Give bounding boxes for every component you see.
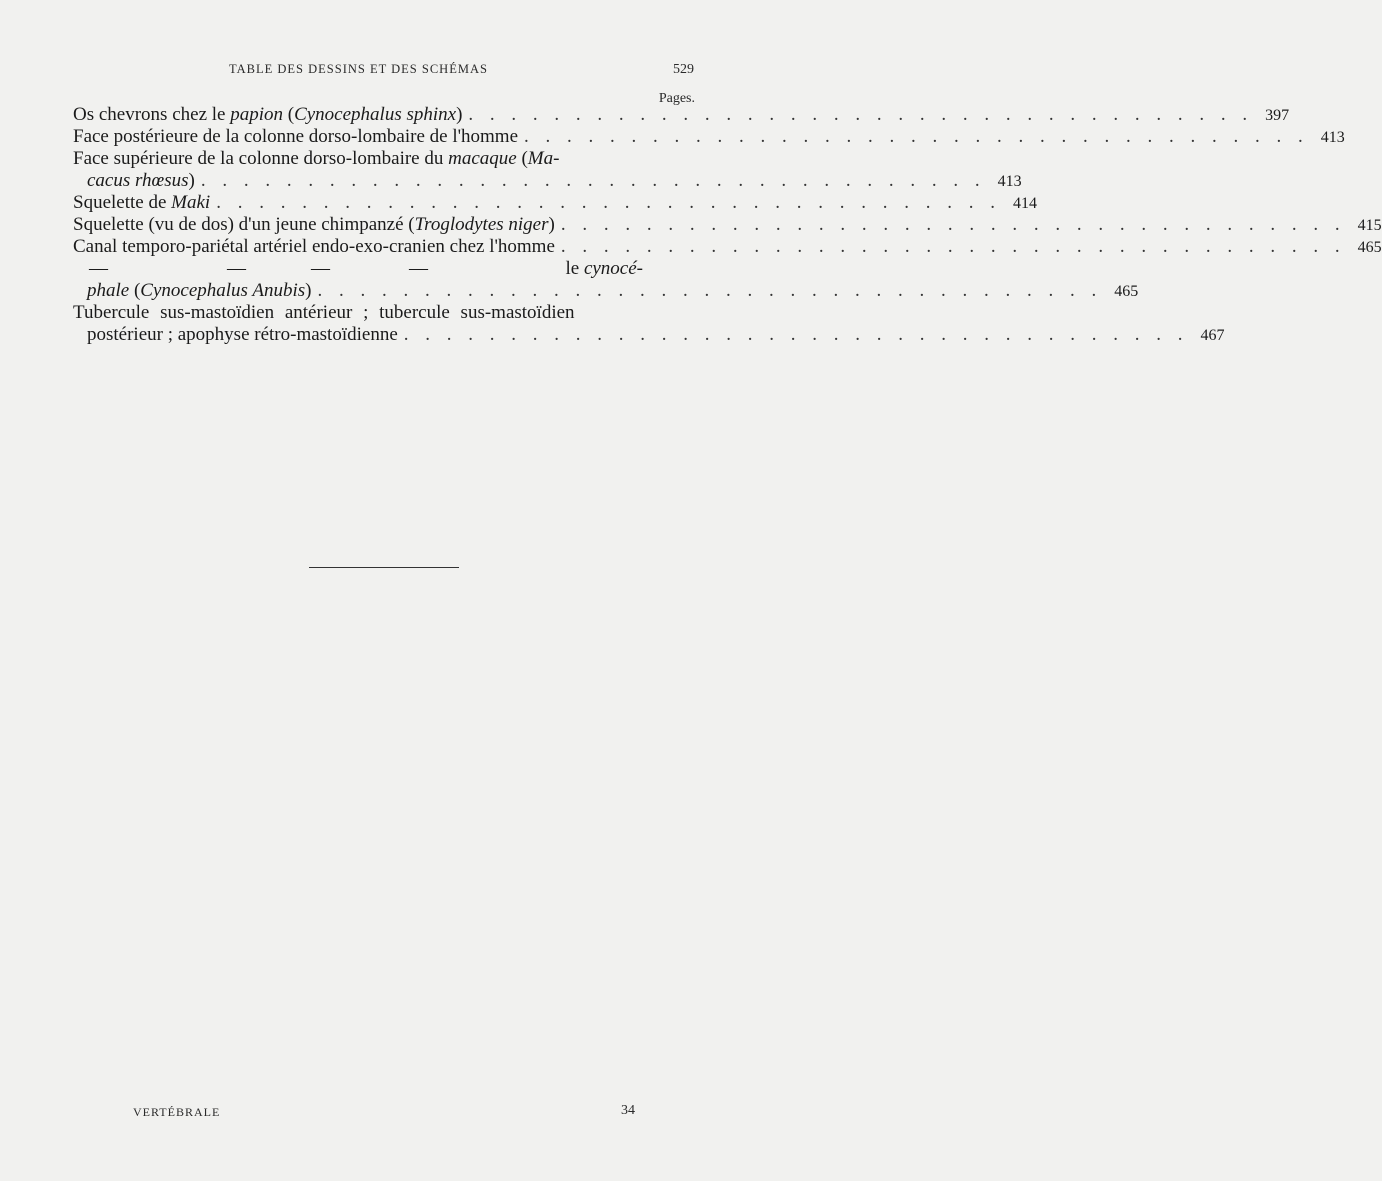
toc-entry-title: Squelette (vu de dos) d'un jeune chimpanzé (Troglodytes niger) (73, 214, 555, 235)
page-number: 529 (673, 62, 694, 77)
toc-entry-continuation (73, 324, 1225, 346)
toc-entry-page: 397 (1265, 107, 1290, 124)
pages-column-label: Pages. (658, 91, 695, 106)
toc-entry (73, 104, 1290, 126)
toc-entry (73, 236, 1382, 258)
toc-entry (73, 214, 1382, 236)
toc-entry-page: 415 (1357, 217, 1382, 234)
toc-entry-title: Face supérieure de la colonne dorso-lombaire du macaque (Ma- (73, 148, 560, 169)
toc-entry-page: 467 (1200, 327, 1225, 344)
toc-entry-title: phale (Cynocephalus Anubis) (87, 280, 312, 301)
toc-entry-ditto (73, 258, 695, 280)
toc-entry-title: le cynocé- (565, 258, 643, 279)
dot-leader: . . . . . . . . . . . . . . . . . . . . . . . . . . . . . . . . . . . . . (524, 126, 1309, 147)
toc-entry-page: 465 (1357, 239, 1382, 256)
dot-leader: . . . . . . . . . . . . . . . . . . . . . . . . . . . . . . . . . . . . . (468, 104, 1254, 125)
toc-entry-title: cacus rhœsus) (87, 170, 195, 191)
ditto-dash: — (89, 258, 108, 279)
toc-entry-continuation (73, 280, 1139, 302)
ditto-dash: — (311, 258, 330, 279)
running-title: TABLE DES DESSINS ET DES SCHÉMAS (229, 62, 488, 76)
toc-entry-title: Tubercule sus-mastoïdien antérieur ; tubercule sus-mastoïdien (73, 302, 575, 323)
toc-entry-title: Os chevrons chez le papion (Cynocephalus sphinx) (73, 104, 463, 125)
dot-leader: . . . . . . . . . . . . . . . . . . . . . . . . . . . . . . . . . . . . . (216, 192, 1001, 213)
dot-leader: . . . . . . . . . . . . . . . . . . . . . . . . . . . . . . . . . . . . . (560, 214, 1346, 235)
toc-entry-title: Canal temporo-pariétal artériel endo-exo-cranien chez l'homme (73, 236, 555, 257)
toc-entry (73, 126, 1345, 148)
dot-leader: . . . . . . . . . . . . . . . . . . . . . . . . . . . . . . . . . . . . . (200, 170, 986, 191)
dot-leader: . . . . . . . . . . . . . . . . . . . . . . . . . . . . . . . . . . . . . (403, 324, 1189, 345)
ditto-dash: — (227, 258, 246, 279)
sheet-number: 34 (621, 1103, 635, 1118)
section-rule (309, 567, 459, 568)
signature-mark: VERTÉBRALE (133, 1105, 221, 1119)
toc-entry-page: 413 (997, 173, 1022, 190)
toc-entry (73, 148, 695, 170)
toc-entry-page: 465 (1114, 283, 1139, 300)
toc-entry-page: 414 (1012, 195, 1037, 212)
dot-leader: . . . . . . . . . . . . . . . . . . . . . . . . . . . . . . . . . . . . . (317, 280, 1103, 301)
table-of-drawings (73, 104, 1382, 346)
toc-entry-title: Squelette de Maki (73, 192, 211, 213)
toc-entry (73, 192, 1037, 214)
toc-entry-page: 413 (1320, 129, 1345, 146)
toc-entry-title: postérieur ; apophyse rétro-mastoïdienne (87, 324, 398, 345)
ditto-dash: — (409, 258, 428, 279)
toc-entry (73, 302, 641, 324)
toc-entry-continuation (73, 170, 1022, 192)
dot-leader: . . . . . . . . . . . . . . . . . . . . . . . . . . . . . . . . . . . . . (560, 236, 1346, 257)
toc-entry-title: Face postérieure de la colonne dorso-lombaire de l'homme (73, 126, 519, 147)
